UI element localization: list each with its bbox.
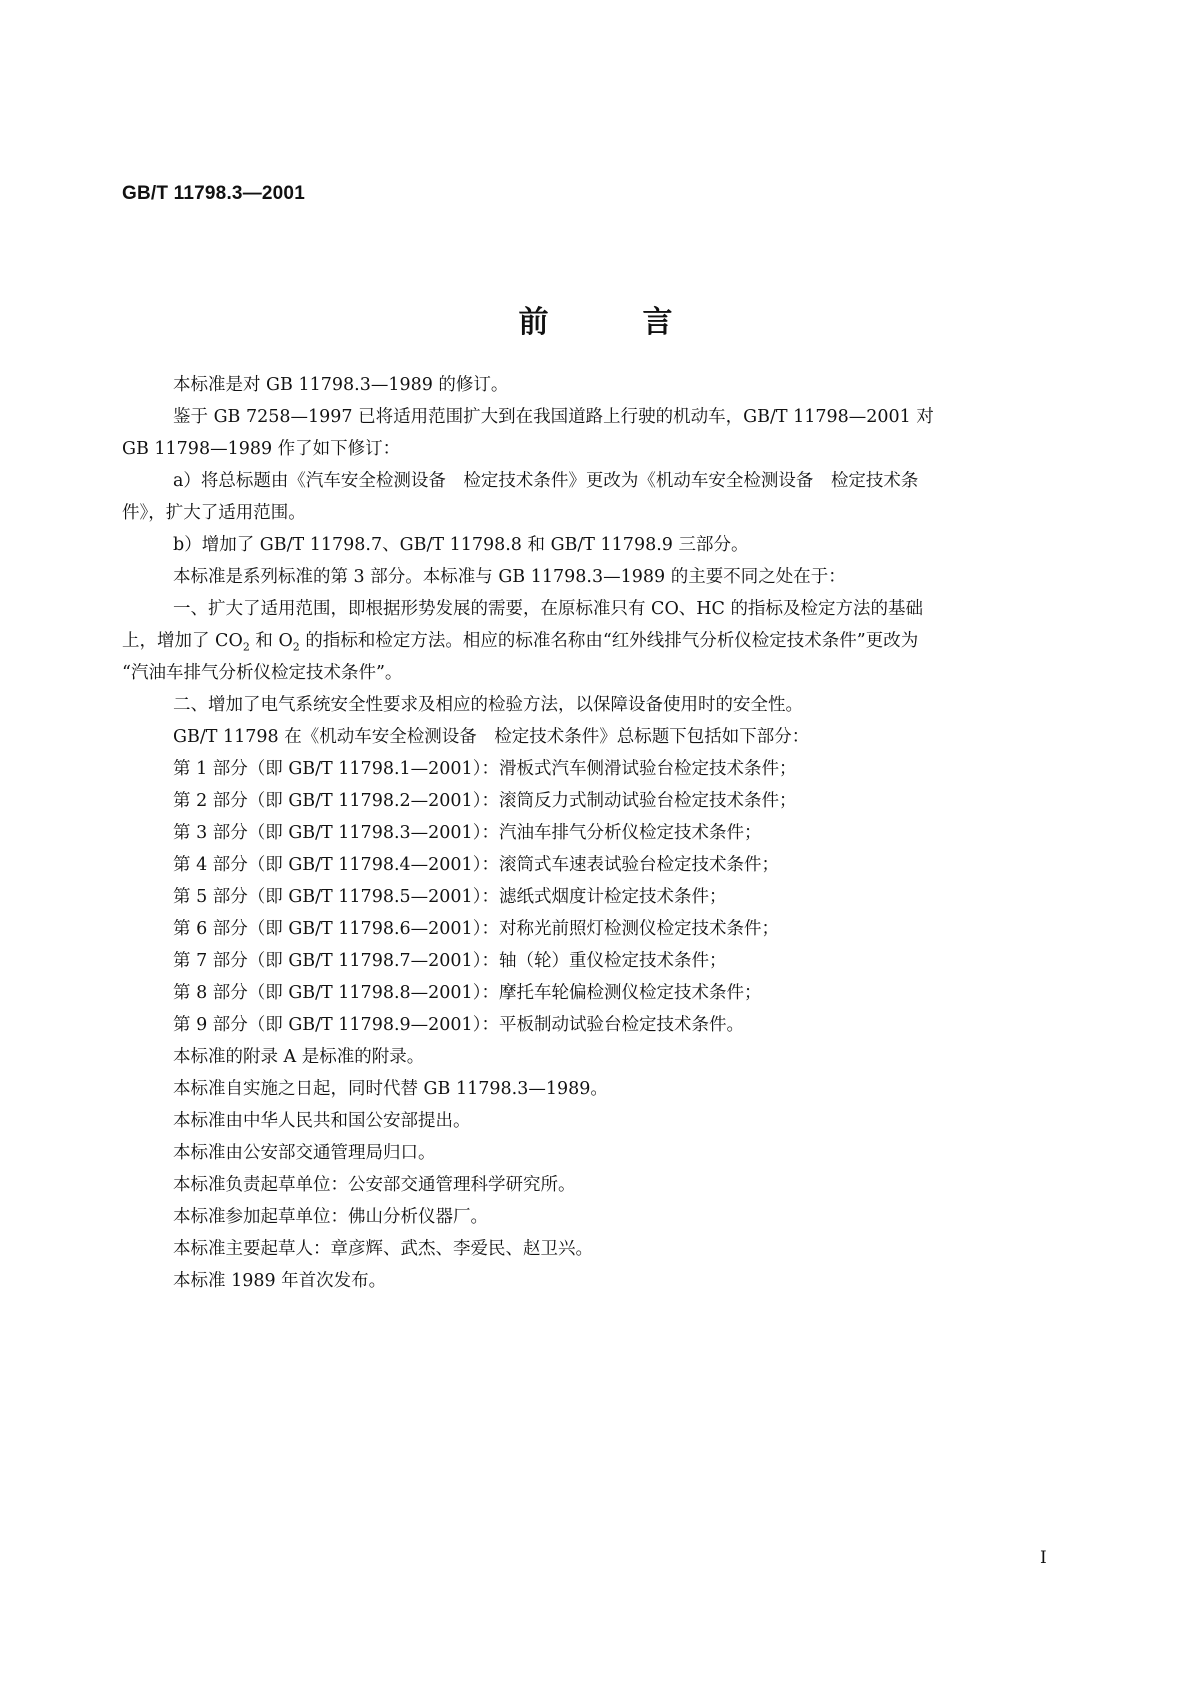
closing-statement: 本标准主要起草人：章彦辉、武杰、李爱民、赵卫兴。 <box>173 1239 593 1259</box>
closing-statement: 本标准 1989 年首次发布。 <box>173 1271 387 1291</box>
part-list-item: 第 7 部分（即 GB/T 11798.7—2001）：轴（轮）重仪检定技术条件； <box>173 951 727 971</box>
paragraph-differences: 本标准是系列标准的第 3 部分。本标准与 GB 11798.3—1989 的主要不同之处在于： <box>173 567 846 587</box>
part-list-item: 第 2 部分（即 GB/T 11798.2—2001）：滚筒反力式制动试验台检定技术条件； <box>173 791 797 811</box>
paragraph-revision-note: 本标准是对 GB 11798.3—1989 的修订。 <box>173 375 509 395</box>
part-list-item: 第 1 部分（即 GB/T 11798.1—2001）：滑板式汽车侧滑试验台检定技术条件； <box>173 759 797 779</box>
paragraph-scope-line-1: 鉴于 GB 7258—1997 已将适用范围扩大到在我国道路上行驶的机动车，GB/T 11798—2001 对 <box>173 407 934 427</box>
difference-one-line-3: “汽油车排气分析仪检定技术条件”。 <box>122 663 403 683</box>
closing-statement: 本标准由中华人民共和国公安部提出。 <box>173 1111 471 1131</box>
paragraph-scope-line-2: GB 11798—1989 作了如下修订： <box>122 439 401 459</box>
subscript: 2 <box>292 640 300 654</box>
difference-one-line-2 <box>122 625 1066 657</box>
standard-number-header: GB/T 11798.3—2001 <box>122 183 305 204</box>
part-list-item: 第 9 部分（即 GB/T 11798.9—2001）：平板制动试验台检定技术条件。 <box>173 1015 744 1035</box>
text-segment: 上，增加了 CO <box>122 631 243 651</box>
foreword-body <box>122 369 1066 1297</box>
subscript: 2 <box>242 640 250 654</box>
part-list-item: 第 4 部分（即 GB/T 11798.4—2001）：滚筒式车速表试验台检定技术条件； <box>173 855 779 875</box>
closing-statement: 本标准的附录 A 是标准的附录。 <box>173 1047 425 1067</box>
part-list-item: 第 5 部分（即 GB/T 11798.5—2001）：滤纸式烟度计检定技术条件； <box>173 887 727 907</box>
part-list-item: 第 6 部分（即 GB/T 11798.6—2001）：对称光前照灯检测仪检定技术条件； <box>173 919 779 939</box>
closing-statement: 本标准由公安部交通管理局归口。 <box>173 1143 436 1163</box>
item-a-line-1: a）将总标题由《汽车安全检测设备 检定技术条件》更改为《机动车安全检测设备 检定技术条 <box>173 471 919 491</box>
page-number: I <box>1040 1548 1047 1568</box>
paragraph-parts-intro: GB/T 11798 在《机动车安全检测设备 检定技术条件》总标题下包括如下部分： <box>173 727 810 747</box>
part-list-item: 第 3 部分（即 GB/T 11798.3—2001）：汽油车排气分析仪检定技术条件； <box>173 823 762 843</box>
text-segment: 的指标和检定方法。相应的标准名称由“红外线排气分析仪检定技术条件”更改为 <box>299 631 919 651</box>
closing-statement: 本标准自实施之日起，同时代替 GB 11798.3—1989。 <box>173 1079 608 1099</box>
closing-statement: 本标准负责起草单位：公安部交通管理科学研究所。 <box>173 1175 576 1195</box>
difference-one-line-1: 一、扩大了适用范围，即根据形势发展的需要，在原标准只有 CO、HC 的指标及检定方法的基础 <box>173 599 924 619</box>
difference-two: 二、增加了电气系统安全性要求及相应的检验方法，以保障设备使用时的安全性。 <box>173 695 803 715</box>
closing-statement: 本标准参加起草单位：佛山分析仪器厂。 <box>173 1207 488 1227</box>
item-a-line-2: 件》，扩大了适用范围。 <box>122 503 306 523</box>
page-title: 前言 <box>518 305 767 340</box>
part-list-item: 第 8 部分（即 GB/T 11798.8—2001）：摩托车轮偏检测仪检定技术条件； <box>173 983 762 1003</box>
item-b: b）增加了 GB/T 11798.7、GB/T 11798.8 和 GB/T 11798.9 三部分。 <box>173 535 749 555</box>
text-segment: 和 O <box>249 631 293 651</box>
